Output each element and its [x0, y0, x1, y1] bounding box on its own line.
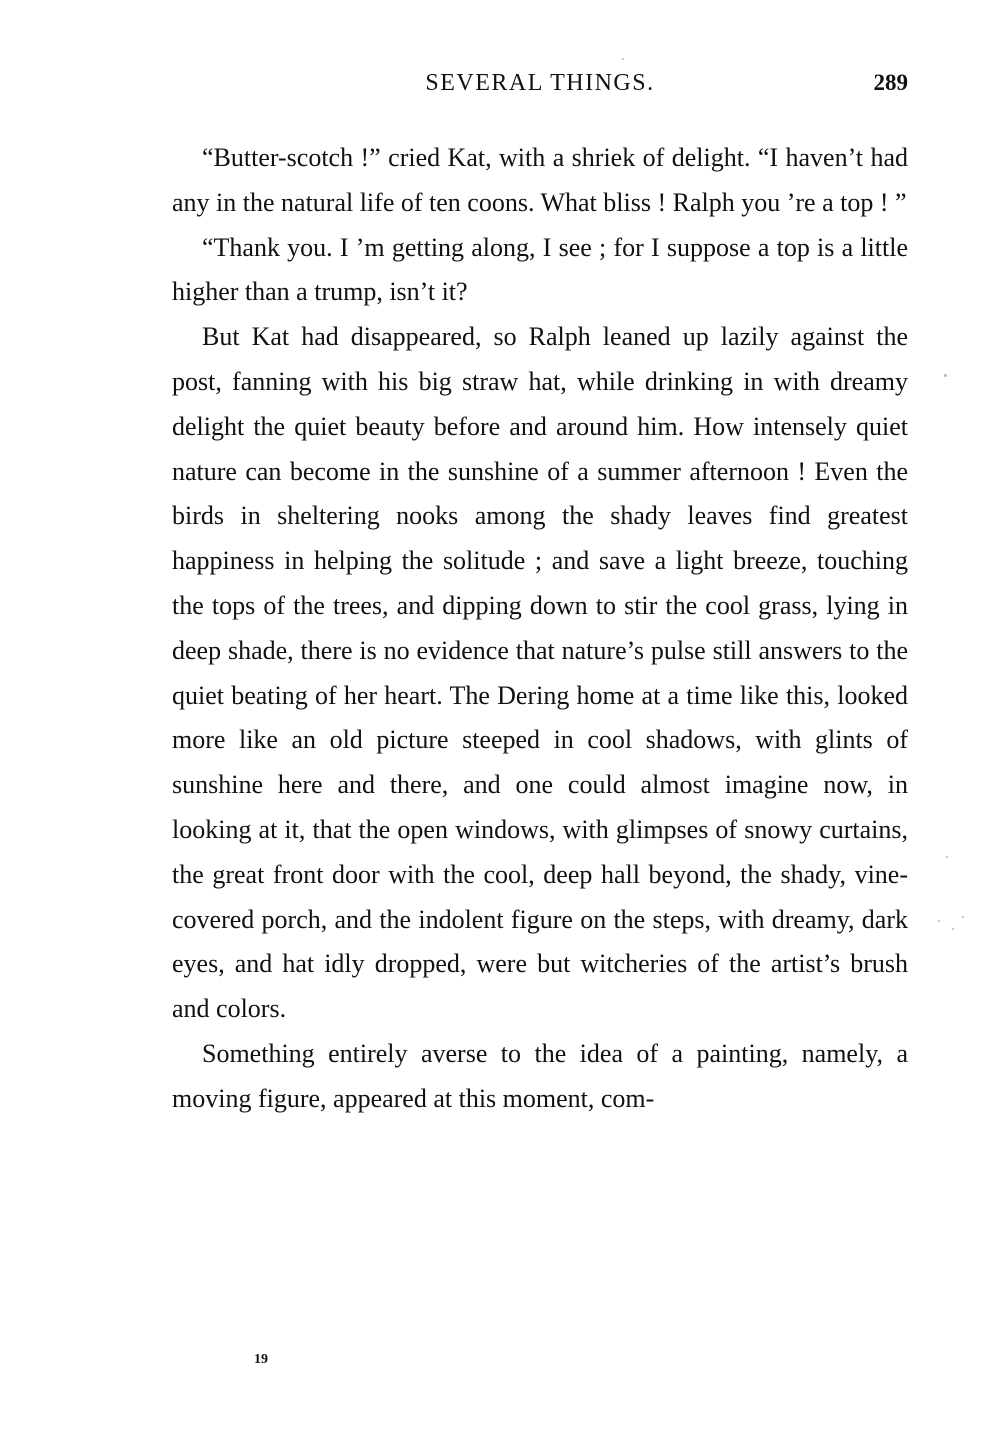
page-number: 289 [873, 70, 908, 95]
page-header [172, 70, 908, 106]
scan-speck [938, 920, 940, 922]
scan-speck [962, 916, 964, 918]
body-text [172, 136, 908, 1122]
signature-mark: 19 [254, 1352, 268, 1367]
paragraph-thank-you: “Thank you. I ’m getting along, I see ; for I suppose a top is a little higher than a trump, isn’t it? [172, 232, 908, 307]
scan-speck [622, 58, 624, 60]
paragraph-moving-figure: Something entirely averse to the idea of a painting, namely, a moving figure, appeared at this moment, com- [172, 1038, 908, 1113]
scan-speck [944, 374, 947, 377]
scan-speck [946, 856, 948, 858]
paragraph-butterscotch: “Butter-scotch !” cried Kat, with a shriek of delight. “I haven’t had any in the natural life of ten coons. What bliss ! Ralph you ’re a top ! ” [172, 143, 908, 217]
scan-speck [952, 928, 954, 930]
running-title: SEVERAL THINGS. [425, 70, 655, 96]
paragraph-kat-disappeared: But Kat had disappeared, so Ralph leaned up lazily against the post, fanning with his big straw hat, while drinking in with dreamy delight the quiet beauty before and around him. How intensely quiet nature can become in the sunshine of a summer afternoon ! Even the birds in sheltering nooks among the shady leaves find greatest happiness in helping the solitude ; and save a light breeze, touching the tops of the trees, and dipping down to stir the cool grass, lying in deep shade, there is no evidence that nature’s pulse still answers to the quiet beating of her heart. The Dering home at a time like this, looked more like an old picture steeped in cool shadows, with glints of sunshine here and there, and one could almost imagine now, in looking at it, that the open windows, with glimpses of snowy curtains, the great front door with the cool, deep hall beyond, the shady, vine-covered porch, and the indolent figure on the steps, with dreamy, dark eyes, and hat idly dropped, were but witcheries of the artist’s brush and colors. [172, 322, 908, 1024]
